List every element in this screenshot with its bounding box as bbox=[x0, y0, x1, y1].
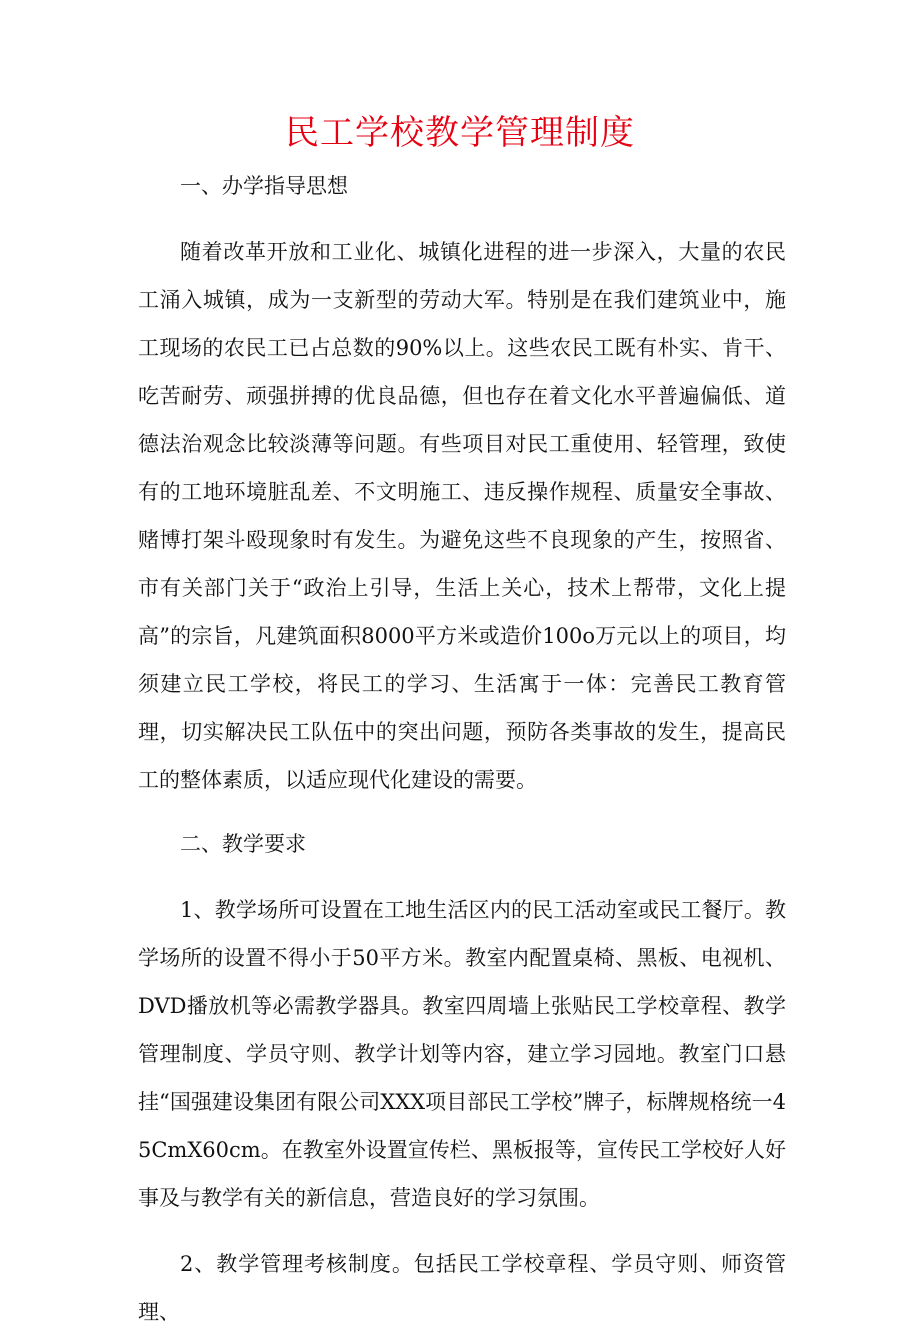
section-heading-guiding-ideology: 一、办学指导思想 bbox=[180, 174, 348, 198]
paragraph-guiding-ideology: 随着改革开放和工业化、城镇化进程的进一步深入，大量的农民工涌入城镇，成为一支新型的劳动大军。特别是在我们建筑业中，施工现场的农民工已占总数的90%以上。这些农民工既有朴实、肯干、吃苦耐劳、顽强拼搏的优良品德，但也存在着文化水平普遍偏低、道德法治观念比较淡薄等问题。有些项目对民工重使用、轻管理，致使有的工地环境脏乱差、不文明施工、违反操作规程、质量安全事故、赌博打架斗殴现象时有发生。为避免这些不良现象的产生，按照省、市有关部门关于“政治上引导，生活上关心，技术上帮带，文化上提高”的宗旨，凡建筑面积8000平方米或造价100o万元以上的项目，均须建立民工学校，将民工的学习、生活寓于一体：完善民工教育管理，切实解决民工队伍中的突出问题，预防各类事故的发生，提高民工的整体素质，以适应现代化建设的需要。 bbox=[138, 240, 786, 792]
section-heading-teaching-requirements: 二、教学要求 bbox=[180, 832, 306, 856]
document-body bbox=[138, 164, 786, 1336]
document-title: 民工学校教学管理制度 bbox=[285, 113, 635, 153]
paragraph-assessment-system: 2、教学管理考核制度。包括民工学校章程、学员守则、师资管理、 bbox=[138, 1252, 786, 1324]
paragraph-teaching-venue: 1、教学场所可设置在工地生活区内的民工活动室或民工餐厅。教学场所的设置不得小于50平方米。教室内配置桌椅、黑板、电视机、DVD播放机等必需教学器具。教室四周墙上张贴民工学校章程、教学管理制度、学员守则、教学计划等内容，建立学习园地。教室门口悬挂“国强建设集团有限公司XXX项目部民工学校”牌子，标牌规格统一45CmX60cm。在教室外设置宣传栏、黑板报等，宣传民工学校好人好事及与教学有关的新信息，营造良好的学习氛围。 bbox=[138, 898, 786, 1210]
